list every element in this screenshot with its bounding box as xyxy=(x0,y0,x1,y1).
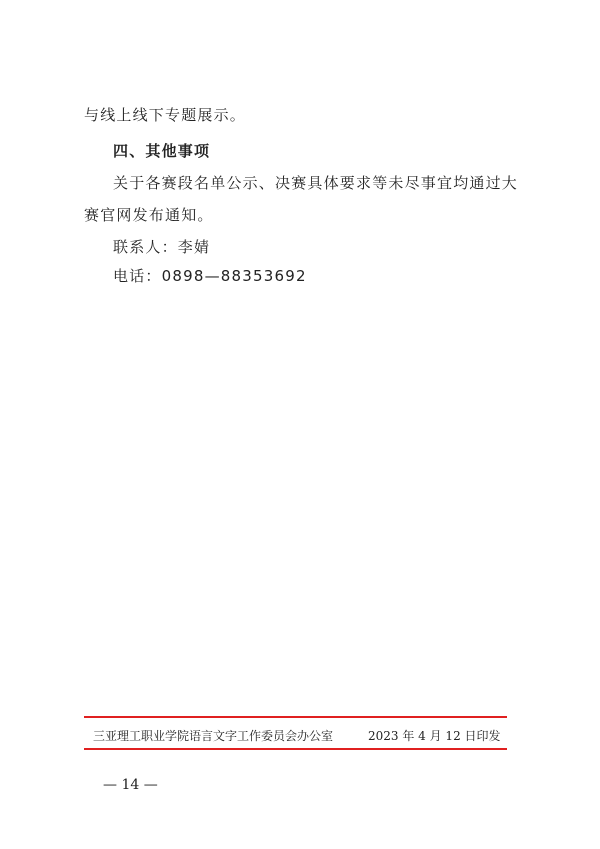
page-number: — 14 — xyxy=(103,777,158,793)
paragraph-line: 赛官网发布通知。 xyxy=(84,206,214,224)
section-heading: 四、其他事项 xyxy=(113,142,211,160)
footer-issuer: 三亚理工职业学院语言文字工作委员会办公室 xyxy=(93,729,334,743)
paragraph-line: 关于各赛段名单公示、决赛具体要求等未尽事宜均通过大 xyxy=(113,174,519,192)
contact-person: 联系人：李婧 xyxy=(113,238,211,256)
footer-date: 2023 年 4 月 12 日印发 xyxy=(368,729,501,743)
footer-top-rule xyxy=(84,716,507,718)
body-text-line: 与线上线下专题展示。 xyxy=(84,106,247,124)
contact-phone: 电话：0898—88353692 xyxy=(113,267,307,285)
footer-bottom-rule xyxy=(84,748,507,750)
